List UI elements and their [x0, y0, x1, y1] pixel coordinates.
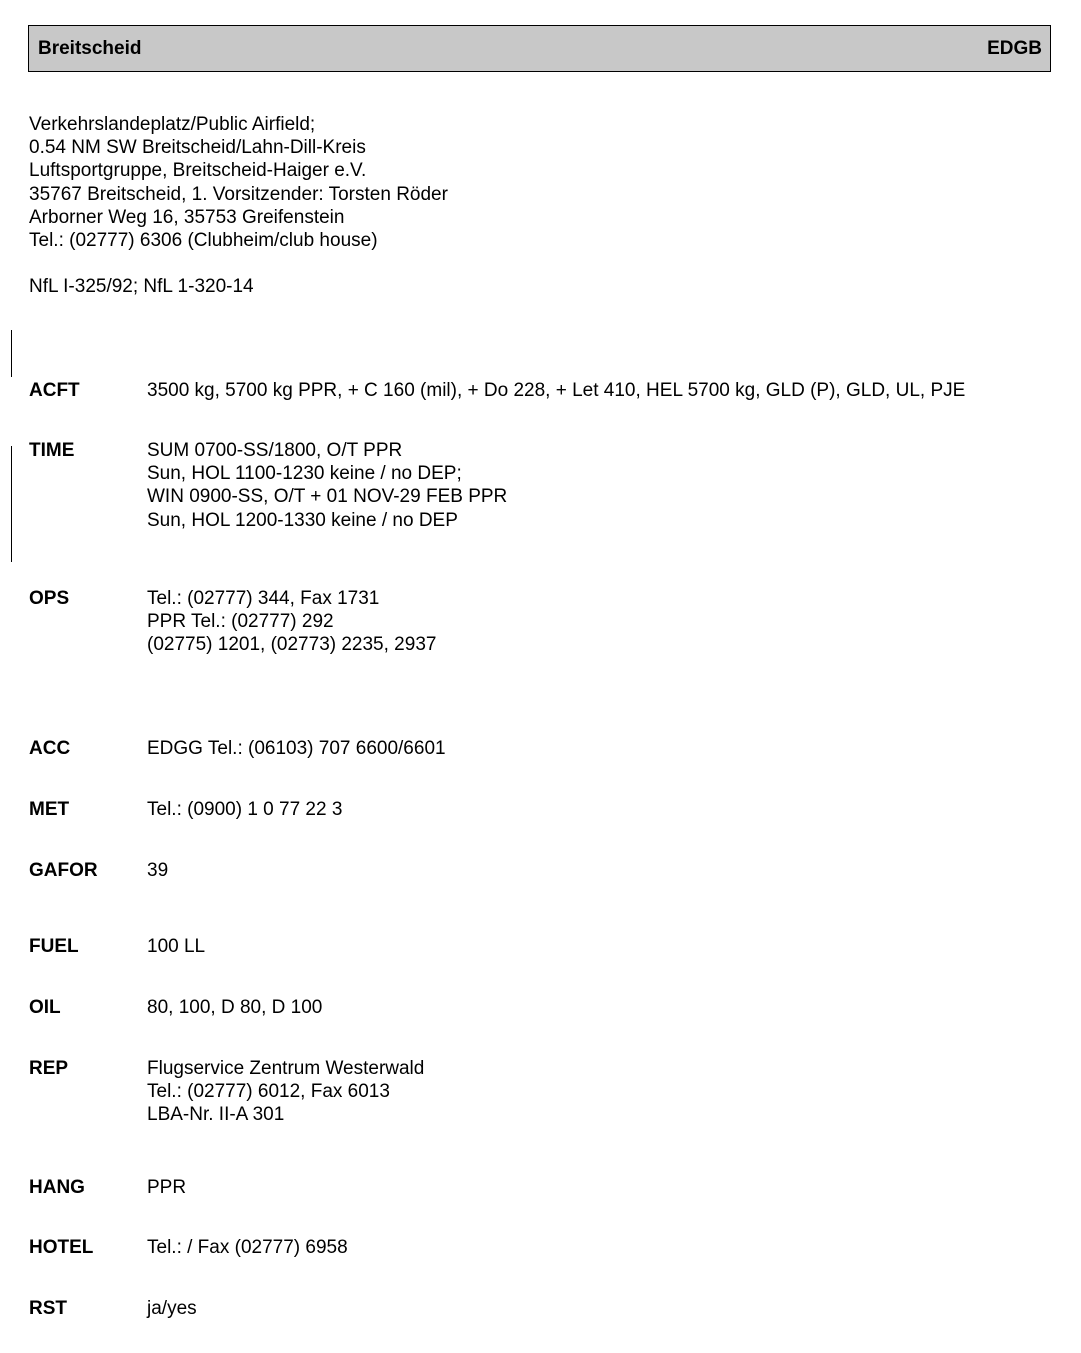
entry-value — [147, 587, 436, 657]
value-line: Flugservice Zentrum Westerwald — [147, 1058, 425, 1079]
value-line: PPR — [147, 1177, 187, 1198]
icao-code: EDGB — [987, 37, 1042, 59]
entry-label: OPS — [29, 588, 70, 609]
value-line: Tel.: (0900) 1 0 77 22 3 — [147, 799, 343, 820]
entry-label: TIME — [29, 440, 75, 461]
value-line: 80, 100, D 80, D 100 — [147, 997, 323, 1018]
address-line: Arborner Weg 16, 35753 Greifenstein — [29, 206, 345, 228]
page-header — [28, 25, 1051, 72]
entry-label: HOTEL — [29, 1237, 94, 1258]
value-line: Sun, HOL 1100-1230 keine / no DEP; — [147, 463, 462, 485]
address-line: 0.54 NM SW Breitscheid/Lahn-Dill-Kreis — [29, 137, 366, 159]
entry-value — [147, 1057, 424, 1127]
entry-label: HANG — [29, 1177, 85, 1198]
entry-value — [147, 1176, 186, 1199]
entry-value — [147, 379, 965, 402]
value-line: 3500 kg, 5700 kg PPR, + C 160 (mil), + Do 228, + Let 410, HEL 5700 kg, GLD (P), GLD, UL, PJE — [147, 380, 966, 401]
address-line: Verkehrslandeplatz/Public Airfield; — [29, 114, 316, 135]
value-line: LBA-Nr. II-A 301 — [147, 1104, 285, 1126]
entry-value — [147, 859, 168, 882]
entry-value — [147, 737, 446, 760]
value-line: WIN 0900-SS, O/T + 01 NOV-29 FEB PPR — [147, 486, 508, 508]
entry-value — [147, 996, 322, 1019]
entry-label: ACFT — [29, 380, 80, 401]
value-line: 100 LL — [147, 936, 206, 957]
value-line: ja/yes — [147, 1298, 197, 1319]
address-line: 35767 Breitscheid, 1. Vorsitzender: Torsten Röder — [29, 183, 448, 205]
value-line: SUM 0700-SS/1800, O/T PPR — [147, 440, 403, 461]
entry-value — [147, 935, 205, 958]
value-line: PPR Tel.: (02777) 292 — [147, 611, 334, 633]
address-line: Luftsportgruppe, Breitscheid-Haiger e.V. — [29, 160, 367, 182]
entry-value — [147, 1297, 197, 1320]
entry-value — [147, 439, 507, 532]
value-line: Tel.: / Fax (02777) 6958 — [147, 1237, 348, 1258]
value-line: Sun, HOL 1200-1330 keine / no DEP — [147, 509, 458, 531]
entry-label: OIL — [29, 997, 61, 1018]
address-block — [29, 113, 448, 252]
value-line: EDGG Tel.: (06103) 707 6600/6601 — [147, 738, 446, 759]
entry-label: FUEL — [29, 936, 79, 957]
entry-label: REP — [29, 1058, 69, 1079]
entry-label: RST — [29, 1298, 67, 1319]
change-bar — [11, 446, 12, 562]
entry-label: GAFOR — [29, 860, 98, 881]
address-line: Tel.: (02777) 6306 (Clubheim/club house) — [29, 230, 378, 252]
entry-value — [147, 798, 342, 821]
value-line: (02775) 1201, (02773) 2235, 2937 — [147, 634, 437, 656]
entry-label: ACC — [29, 738, 71, 759]
airfield-name: Breitscheid — [38, 37, 142, 59]
nfl-reference: NfL I-325/92; NfL 1-320-14 — [29, 276, 254, 297]
entry-label: MET — [29, 799, 70, 820]
value-line: Tel.: (02777) 6012, Fax 6013 — [147, 1081, 390, 1103]
value-line: 39 — [147, 860, 169, 881]
value-line: Tel.: (02777) 344, Fax 1731 — [147, 588, 380, 609]
change-bar — [11, 330, 12, 377]
entry-value — [147, 1236, 348, 1259]
